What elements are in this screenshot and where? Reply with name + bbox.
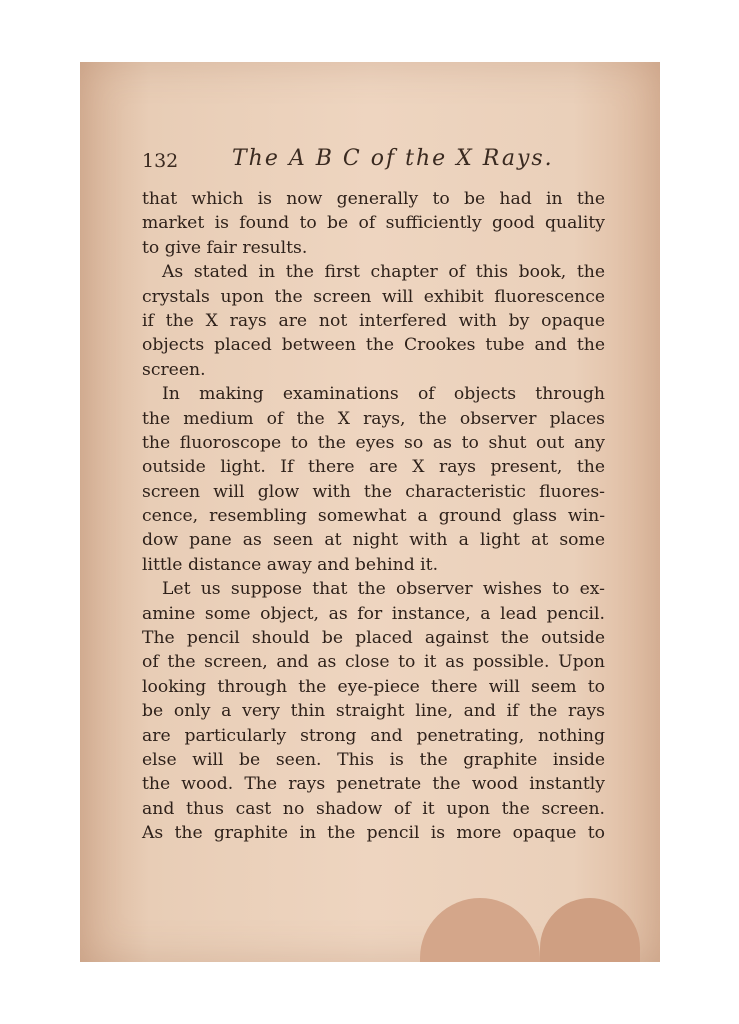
running-title: The A B C of the X Rays. [232,146,554,171]
text-line: amine some object, as for instance, a lead pencil. [142,603,605,624]
scanner-thumb-shadow [540,898,640,962]
text-line: if the X rays are not interfered with by opaque [142,310,605,331]
text-line: the wood. The rays penetrate the wood instantly [142,774,605,795]
text-line: market is found to be of sufficiently good quality [142,213,605,234]
book-page [80,62,660,962]
text-line: screen will glow with the characteristic fluores- [142,481,605,502]
text-line: that which is now generally to be had in the [142,189,605,209]
text-line: are particularly strong and penetrating, nothing [142,725,605,746]
text-line: dow pane as seen at night with a light at some [142,530,605,551]
text-line: the medium of the X rays, the observer places [142,408,605,429]
page-header [142,146,562,174]
text-line: little distance away and behind it. [142,554,439,575]
scanner-thumb-shadow [420,898,540,962]
text-line: As the graphite in the pencil is more opaque to [142,823,605,844]
text-line: Let us suppose that the observer wishes to ex- [162,579,605,600]
page-number: 132 [142,150,179,172]
text-line: and thus cast no shadow of it upon the screen. [142,798,605,819]
text-line: The pencil should be placed against the outside [142,628,605,649]
text-line: be only a very thin straight line, and if the rays [142,701,605,722]
text-line: crystals upon the screen will exhibit fluorescence [142,286,605,307]
text-line: the fluoroscope to the eyes so as to shut out any [142,432,605,453]
text-line: screen. [142,359,206,380]
body-text [142,187,605,846]
text-line: As stated in the first chapter of this book, the [162,262,605,283]
text-line: cence, resembling somewhat a ground glass win- [142,506,605,527]
text-line: objects placed between the Crookes tube and the [142,335,605,356]
text-line: outside light. If there are X rays present, the [142,457,605,478]
text-line: looking through the eye-piece there will seem to [142,676,605,697]
text-line: else will be seen. This is the graphite inside [142,749,605,770]
text-line: to give fair results. [142,237,308,258]
text-line: In making examinations of objects through [162,384,605,405]
text-line: of the screen, and as close to it as possible. Upon [142,652,605,673]
